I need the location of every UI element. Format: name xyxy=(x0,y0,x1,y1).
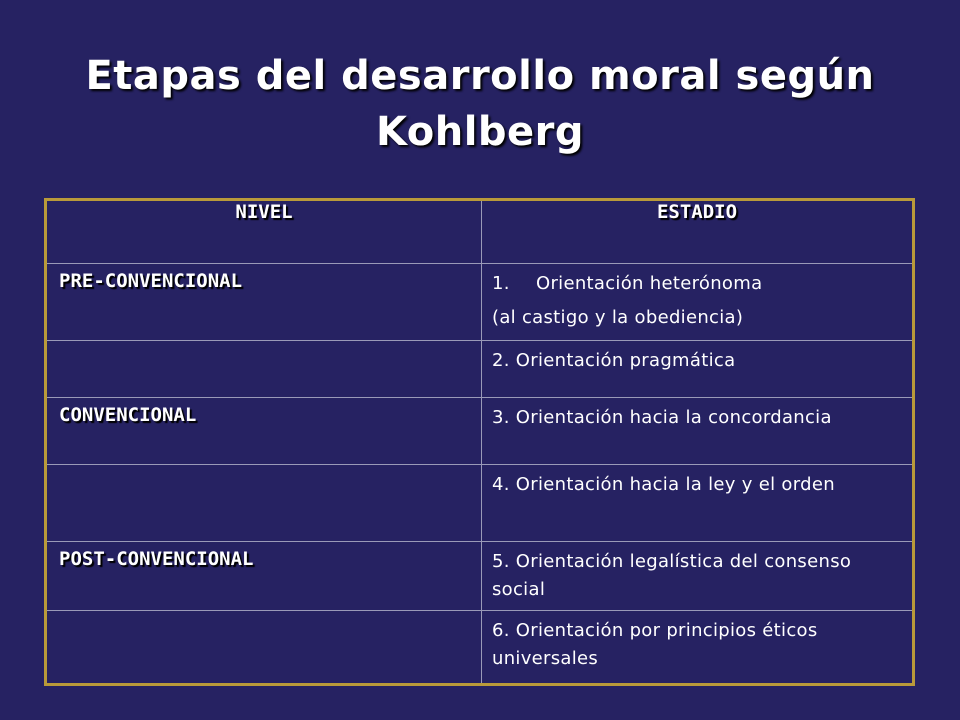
level-label: CONVENCIONAL xyxy=(59,404,197,426)
stage-cell xyxy=(482,341,914,398)
level-label xyxy=(47,465,481,471)
stage-label: 3. Orientación hacia la concordancia xyxy=(492,407,832,428)
kohlberg-stages-table xyxy=(44,198,915,686)
stage-cell xyxy=(482,542,914,611)
table-row xyxy=(46,465,914,542)
stage-label: 6. Orientación por principios éticos universales xyxy=(492,620,818,669)
table-row xyxy=(46,542,914,611)
table-row xyxy=(46,341,914,398)
header-level: NIVEL xyxy=(46,200,482,264)
level-label: PRE-CONVENCIONAL xyxy=(59,270,243,292)
stage-label: 5. Orientación legalística del consenso social xyxy=(492,551,852,600)
stage-number: 1. xyxy=(492,273,510,294)
level-cell xyxy=(46,611,482,685)
stage-cell xyxy=(482,264,914,341)
level-cell xyxy=(46,341,482,398)
slide-title: Etapas del desarrollo moral según Kohlberg xyxy=(85,53,875,155)
stage-cell xyxy=(482,611,914,685)
table-row xyxy=(46,398,914,465)
stage-label: 2. Orientación pragmática xyxy=(492,350,736,371)
table-header-row xyxy=(46,200,914,264)
level-cell xyxy=(46,465,482,542)
stage-text: Orientación heterónoma xyxy=(536,273,763,294)
level-label xyxy=(47,611,481,617)
stage-cell xyxy=(482,465,914,542)
level-cell xyxy=(46,542,482,611)
level-label: POST-CONVENCIONAL xyxy=(59,548,254,570)
level-cell xyxy=(46,264,482,341)
table-row xyxy=(46,611,914,685)
stage-label xyxy=(482,264,912,332)
stage-extra: (al castigo y la obediencia) xyxy=(492,307,744,328)
level-cell xyxy=(46,398,482,465)
level-label xyxy=(47,341,481,347)
stage-label: 4. Orientación hacia la ley y el orden xyxy=(492,474,835,495)
stage-cell xyxy=(482,398,914,465)
table-row xyxy=(46,264,914,341)
header-stage: ESTADIO xyxy=(482,200,914,264)
